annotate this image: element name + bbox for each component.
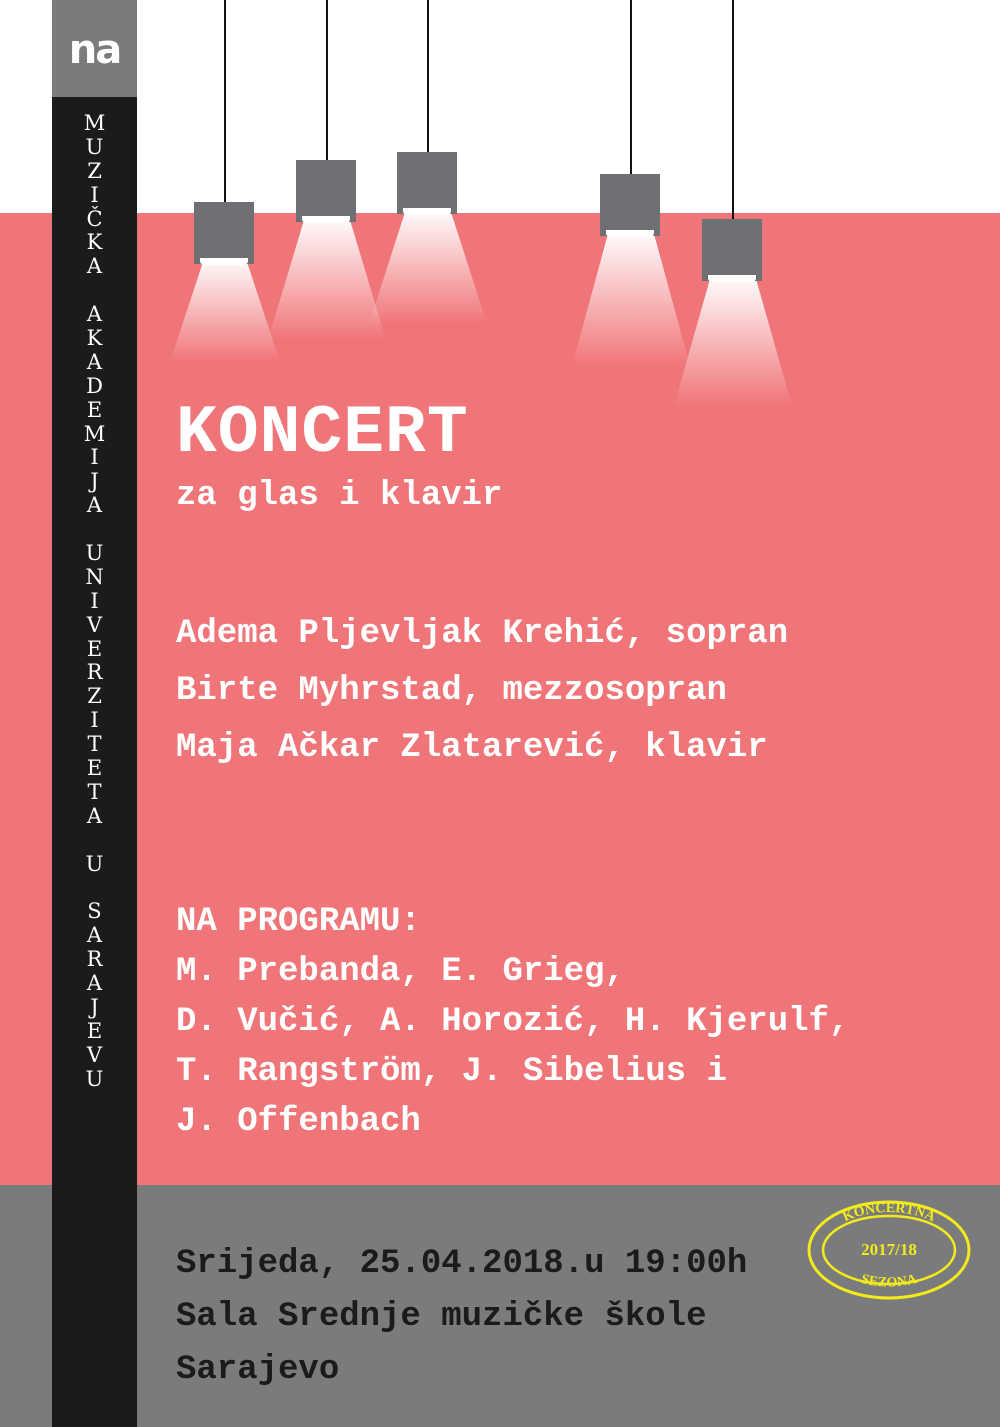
- event-city: Sarajevo: [176, 1351, 340, 1389]
- vertical-title-letter: K: [86, 230, 103, 255]
- program-line: J. Offenbach: [176, 1103, 421, 1141]
- lamp-wire: [224, 0, 226, 202]
- vertical-title-letter: A: [86, 349, 103, 374]
- event-date-time: Srijeda, 25.04.2018.u 19:00h: [176, 1245, 748, 1283]
- vertical-title-letter: U: [85, 134, 104, 159]
- vertical-title-letter: A: [86, 493, 103, 518]
- lamp-bulb: [302, 216, 350, 223]
- program-heading: NA PROGRAMU:: [176, 903, 421, 941]
- vertical-title-letter: S: [87, 899, 102, 924]
- vertical-title-letter: Z: [87, 684, 102, 709]
- vertical-title-gap: [52, 279, 137, 303]
- lamp-wire: [732, 0, 734, 219]
- performer-item: Adema Pljevljak Krehić, sopran: [176, 615, 789, 653]
- concert-title: KONCERT: [176, 395, 469, 472]
- svg-text:SEZONA: [860, 1272, 920, 1291]
- vertical-title-letter: Z: [87, 158, 102, 183]
- performer-item: Birte Myhrstad, mezzosopran: [176, 672, 727, 710]
- stamp-year: 2017/18: [861, 1240, 917, 1259]
- vertical-title-letter: V: [86, 612, 103, 637]
- program-section: [176, 897, 849, 1147]
- vertical-title-letter: N: [85, 564, 104, 589]
- lamp-wire: [326, 0, 328, 160]
- vertical-title-letter: U: [85, 1066, 104, 1091]
- vertical-title-letter: T: [87, 732, 102, 757]
- lamp-shade: [194, 202, 254, 264]
- vertical-title-letter: E: [86, 636, 103, 661]
- vertical-title-letter: M: [83, 111, 106, 135]
- vertical-title-letter: E: [86, 1018, 103, 1043]
- event-venue: Sala Srednje muzičke škole: [176, 1298, 707, 1336]
- lamp-shade: [702, 219, 762, 281]
- vertical-title-word: [52, 853, 137, 877]
- vertical-title-letter: A: [86, 302, 103, 327]
- lamp-bulb: [708, 275, 756, 282]
- vertical-title-gap: [52, 829, 137, 853]
- vertical-title-letter: A: [86, 971, 103, 996]
- lamp-bulb: [606, 230, 654, 237]
- vertical-title-letter: U: [85, 541, 104, 566]
- vertical-title-gap: [52, 877, 137, 901]
- vertical-title-letter: A: [86, 803, 103, 828]
- vertical-title-letter: I: [90, 708, 99, 733]
- vertical-title-letter: Č: [86, 206, 103, 231]
- stamp-top-text: KONCERTNA: [840, 1200, 938, 1226]
- vertical-title-letter: I: [90, 445, 99, 470]
- event-details: [176, 1238, 747, 1397]
- lamp-shade: [296, 160, 356, 222]
- lamp-wire: [630, 0, 632, 174]
- lamp-bulb: [200, 258, 248, 265]
- concert-subtitle: za glas i klavir: [176, 477, 503, 515]
- program-line: D. Vučić, A. Horozić, H. Kjerulf,: [176, 1003, 850, 1041]
- vertical-title-word: [52, 542, 137, 829]
- stamp-bottom-text: SEZONA: [859, 1272, 919, 1291]
- season-stamp: [805, 1198, 973, 1302]
- vertical-title-letter: V: [86, 1042, 103, 1067]
- vertical-title-letter: A: [86, 923, 103, 948]
- vertical-title-letter: I: [90, 588, 99, 613]
- performers-list: [176, 606, 788, 777]
- vertical-title-word: [52, 112, 137, 279]
- vertical-institution-title: [52, 112, 137, 1092]
- lamp-shade: [397, 152, 457, 214]
- vertical-title-gap: [52, 518, 137, 542]
- vertical-title-word: [52, 303, 137, 518]
- vertical-title-letter: K: [86, 326, 103, 351]
- academy-logo: na: [68, 27, 121, 73]
- program-line: T. Rangström, J. Sibelius i: [176, 1053, 727, 1091]
- vertical-title-letter: M: [83, 421, 106, 446]
- lamp-shade: [600, 174, 660, 236]
- vertical-title-letter: T: [87, 779, 102, 804]
- vertical-title-word: [52, 900, 137, 1091]
- vertical-title-letter: R: [86, 947, 103, 972]
- performer-item: Maja Ačkar Zlatarević, klavir: [176, 729, 768, 767]
- lamp-wire: [427, 0, 429, 152]
- vertical-title-letter: J: [90, 469, 99, 494]
- vertical-title-letter: E: [86, 756, 103, 781]
- vertical-title-letter: A: [86, 254, 103, 279]
- vertical-title-letter: U: [85, 851, 104, 876]
- vertical-title-letter: E: [86, 397, 103, 422]
- vertical-title-letter: J: [90, 994, 99, 1019]
- vertical-title-letter: D: [86, 373, 103, 398]
- lamp-bulb: [403, 208, 451, 215]
- vertical-title-letter: I: [90, 182, 99, 207]
- program-line: M. Prebanda, E. Grieg,: [176, 953, 625, 991]
- vertical-title-letter: R: [86, 660, 103, 685]
